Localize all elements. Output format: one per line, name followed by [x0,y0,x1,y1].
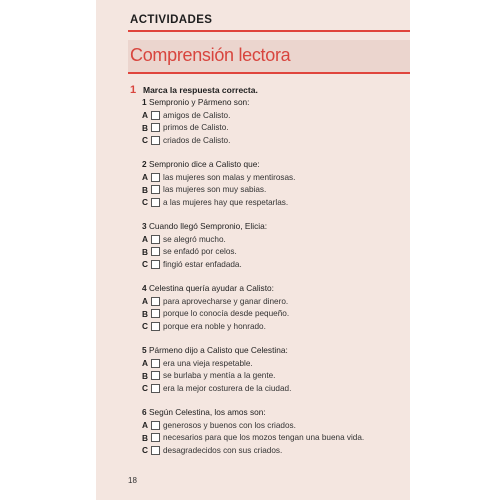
question-text [142,220,407,233]
answer-option[interactable] [142,258,407,271]
answer-option[interactable] [142,320,407,333]
answer-option[interactable] [142,184,407,197]
question-text [142,158,407,171]
question-block [142,282,407,333]
option-letter: C [142,321,148,332]
exercise-number: 1 [130,84,137,96]
question-label: Celestina quería ayudar a Calisto: [148,283,274,293]
option-letter: C [142,383,148,394]
option-text: porque era noble y honrado. [163,321,266,331]
option-text: a las mujeres hay que respetarlas. [163,197,289,207]
title-underline [128,72,410,74]
option-text: se enfadó por celos. [163,247,237,257]
answer-option[interactable] [142,432,407,445]
option-text: porque lo conocía desde pequeño. [163,309,290,319]
option-letter: C [142,445,148,456]
answer-checkbox[interactable] [151,260,160,269]
answer-option[interactable] [142,233,407,246]
answer-checkbox[interactable] [151,235,160,244]
option-letter: B [142,184,148,195]
answer-checkbox[interactable] [151,384,160,393]
question-block [142,220,407,271]
answer-option[interactable] [142,370,407,383]
question-label: Pármeno dijo a Calisto que Celestina: [148,345,288,355]
answer-checkbox[interactable] [151,111,160,120]
question-number: 2 [142,159,147,169]
question-list [142,96,407,468]
question-number: 3 [142,221,147,231]
answer-checkbox[interactable] [151,136,160,145]
option-letter: C [142,197,148,208]
option-text: primos de Calisto. [163,123,229,133]
question-text [142,282,407,295]
option-text: era una vieja respetable. [163,358,253,368]
answer-checkbox[interactable] [151,173,160,182]
question-number: 5 [142,345,147,355]
answer-option[interactable] [142,419,407,432]
question-block [142,344,407,395]
answer-checkbox[interactable] [151,247,160,256]
answer-checkbox[interactable] [151,297,160,306]
option-text: necesarios para que los mozos tengan una buena vida. [163,433,365,443]
option-text: generosos y buenos con los criados. [163,420,296,430]
answer-checkbox[interactable] [151,371,160,380]
exercise-instruction: Marca la respuesta correcta. [143,85,258,95]
option-text: criados de Calisto. [163,135,231,145]
answer-option[interactable] [142,196,407,209]
page-title: Comprensión lectora [130,45,291,65]
section-label: ACTIVIDADES [130,14,213,26]
section-rule [128,30,410,32]
option-letter: B [142,308,148,319]
answer-option[interactable] [142,134,407,147]
question-block [142,406,407,457]
option-text: fingió estar enfadada. [163,259,242,269]
answer-checkbox[interactable] [151,309,160,318]
question-label: Según Celestina, los amos son: [148,407,266,417]
answer-option[interactable] [142,122,407,135]
answer-checkbox[interactable] [151,359,160,368]
answer-checkbox[interactable] [151,446,160,455]
option-text: las mujeres son malas y mentirosas. [163,172,296,182]
option-text: se burlaba y mentía a la gente. [163,371,276,381]
answer-checkbox[interactable] [151,433,160,442]
answer-option[interactable] [142,357,407,370]
title-bar [128,40,410,74]
option-letter: A [142,296,148,307]
question-text [142,96,407,109]
question-block [142,96,407,147]
answer-option[interactable] [142,444,407,457]
option-letter: A [142,172,148,183]
option-text: amigos de Calisto. [163,110,231,120]
question-text [142,406,407,419]
answer-option[interactable] [142,246,407,259]
option-letter: C [142,259,148,270]
option-letter: A [142,358,148,369]
question-label: Cuando llegó Sempronio, Elicia: [148,221,268,231]
question-label: Sempronio y Pármeno son: [148,97,250,107]
answer-option[interactable] [142,171,407,184]
option-letter: A [142,234,148,245]
answer-checkbox[interactable] [151,198,160,207]
answer-checkbox[interactable] [151,421,160,430]
option-letter: B [142,432,148,443]
answer-option[interactable] [142,109,407,122]
answer-checkbox[interactable] [151,322,160,331]
option-letter: C [142,135,148,146]
question-block [142,158,407,209]
answer-checkbox[interactable] [151,123,160,132]
question-label: Sempronio dice a Calisto que: [148,159,260,169]
option-text: era la mejor costurera de la ciudad. [163,383,292,393]
option-text: para aprovecharse y ganar dinero. [163,296,289,306]
answer-option[interactable] [142,382,407,395]
answer-option[interactable] [142,295,407,308]
page-number: 18 [128,476,137,485]
option-text: se alegró mucho. [163,234,226,244]
answer-checkbox[interactable] [151,185,160,194]
question-text [142,344,407,357]
option-letter: B [142,370,148,381]
question-number: 1 [142,97,147,107]
option-text: las mujeres son muy sabias. [163,185,267,195]
option-letter: B [142,246,148,257]
book-page [96,0,410,500]
option-letter: B [142,122,148,133]
option-text: desagradecidos con sus criados. [163,445,283,455]
question-number: 4 [142,283,147,293]
option-letter: A [142,420,148,431]
question-number: 6 [142,407,147,417]
answer-option[interactable] [142,308,407,321]
option-letter: A [142,110,148,121]
